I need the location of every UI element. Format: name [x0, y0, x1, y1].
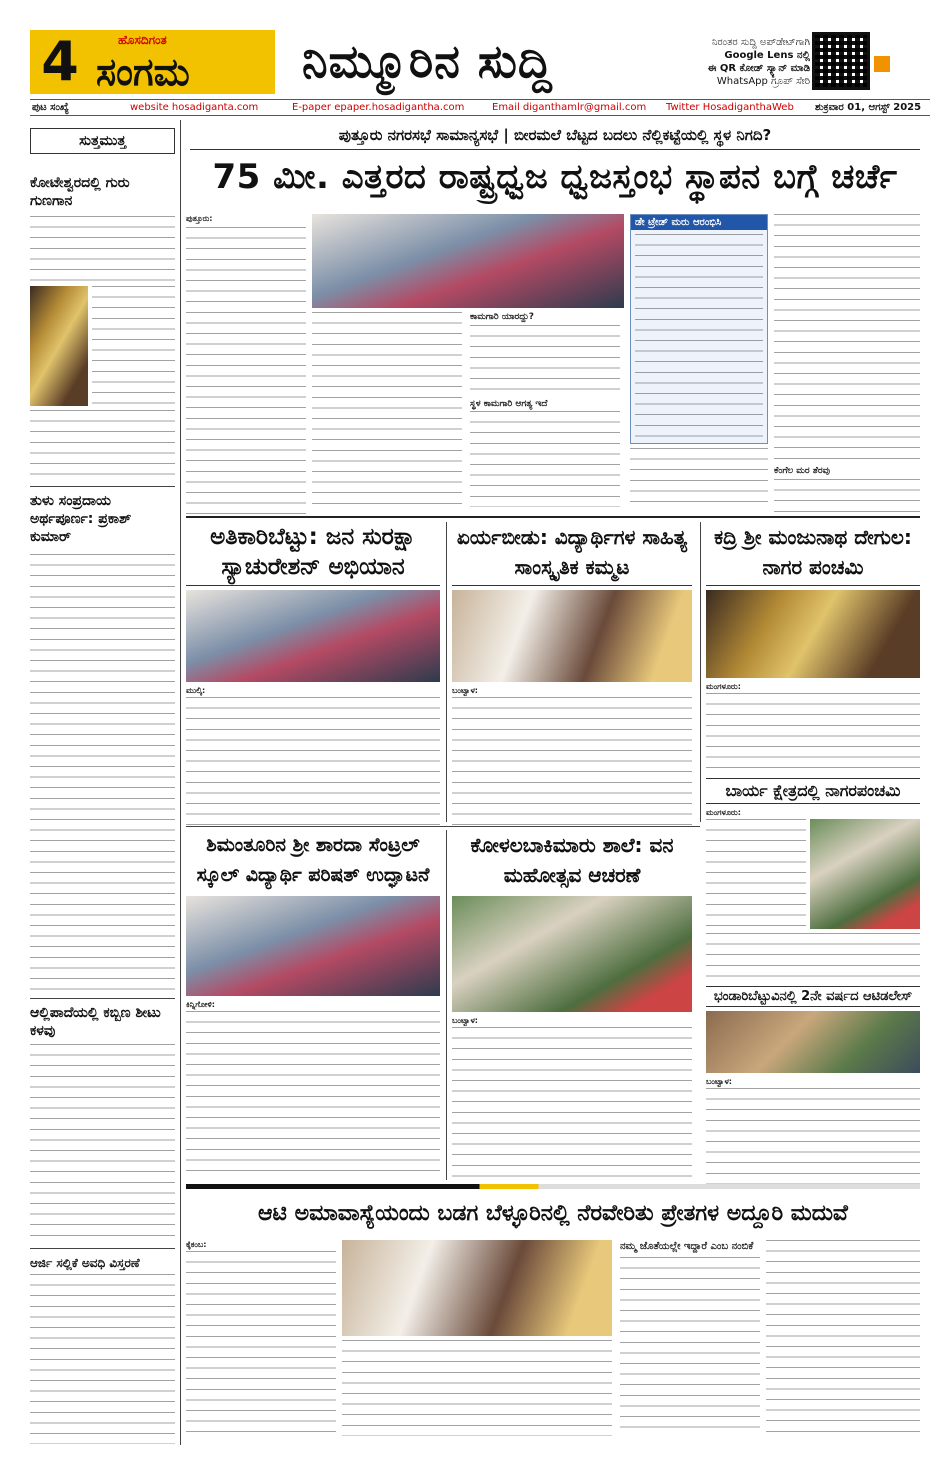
bottom-col1-text: [186, 1251, 336, 1441]
bottom-col2-text: [342, 1340, 612, 1436]
row3-story1-photo: [186, 896, 440, 996]
qr-code[interactable]: [812, 32, 870, 90]
lead-kicker-bar: [190, 122, 920, 150]
lead-photo: [312, 214, 624, 308]
lead-col3-text: [470, 325, 620, 395]
callout-heading: ಡೇ ಟ್ರೇಡ್ ಮರು ಆರಂಭಿಸಿ: [631, 215, 767, 230]
row3-story1: [186, 830, 440, 1177]
row3-story2: [452, 830, 692, 1177]
masthead: [0, 0, 945, 96]
lead-col5-text2: [774, 479, 920, 515]
lead-subhead3: ಕೆಂಗೆಲ ಮರ ತೆರವು: [774, 466, 830, 476]
lead-subhead1: ಕಾಮಗಾರಿ ಯಾರದ್ದು?: [470, 312, 535, 322]
column-rule: [180, 120, 181, 1445]
row2-story2-dateline: ಬಂಟ್ವಾಳ:: [452, 686, 478, 695]
page-number: 4: [41, 30, 79, 93]
qr-line: ನಿರಂತರ ಸುದ್ದಿ ಅಪ್‌ಡೇಟ್‌ಗಾಗಿ: [711, 37, 810, 48]
left-column: [30, 120, 175, 1445]
right-story1-photo: [810, 819, 920, 929]
row2-story2-title: ಏರ್ಯಬೀಡು: ವಿದ್ಯಾರ್ಥಿಗಳ ಸಾಹಿತ್ಯ ಸಾಂಸ್ಕೃತಿಕ ಕಮ್ಮಟ: [452, 522, 692, 586]
info-twitter[interactable]: Twitter HosadiganthaWeb: [666, 102, 794, 113]
right-story1: [706, 778, 920, 989]
right-story1-dateline: ಮಂಗಳೂರು:: [706, 808, 741, 817]
qr-line: Google Lens ನಲ್ಲಿ: [724, 50, 810, 61]
separator-strip: [186, 1184, 920, 1189]
lead-col5: [774, 214, 920, 515]
lead-col5-text: [774, 214, 920, 464]
row3-story2-dateline: ಬಂಟ್ವಾಳ:: [452, 1016, 478, 1025]
info-pages: ಪುಟ ಸಂಖ್ಯೆ: [32, 102, 69, 113]
bottom-col1: [186, 1240, 336, 1441]
left-story4-text: [30, 1274, 175, 1444]
info-email[interactable]: Email diganthamlr@gmail.com: [492, 102, 647, 113]
section-title: ನಿಮ್ಮೂರಿನ ಸುದ್ದಿ: [302, 34, 553, 88]
divider: [186, 826, 700, 827]
callout-text: [635, 234, 763, 444]
row2-story1-text: [186, 697, 440, 833]
left-story1-title: ಕೋಟೇಶ್ವರದಲ್ಲಿ ಗುರು ಗುಣಗಾನ: [30, 175, 130, 209]
left-story4-title: ಆರ್ಜಿ ಸಲ್ಲಿಕೆ ಅವಧಿ ವಿಸ್ತರಣೆ: [30, 1256, 140, 1270]
row2-story3-title: ಕದ್ರಿ ಶ್ರೀ ಮಂಜುನಾಥ ದೇಗುಲ: ನಾಗರ ಪಂಚಮಿ: [706, 522, 920, 586]
left-story3-text: [30, 1044, 175, 1244]
row2-story1-photo: [186, 590, 440, 682]
info-epaper[interactable]: E-paper epaper.hosadigantha.com: [292, 102, 465, 113]
lead-col4-text: [630, 448, 768, 506]
lead-headline: 75 ಮೀ. ಎತ್ತರದ ರಾಷ್ಟ್ರಧ್ವಜ ಧ್ವಜಸ್ತಂಭ ಸ್ಥಾಪನ ಬಗ್ಗೆ ಚರ್ಚೆ: [212, 157, 898, 197]
info-date: ಶುಕ್ರವಾರ 01, ಆಗಸ್ಟ್ 2025: [815, 102, 922, 113]
info-bar: [30, 99, 930, 116]
row2-story1-title: ಅತಿಕಾರಿಬೆಟ್ಟು: ಜನ ಸುರಕ್ಷಾ ಸ್ಯಾಚುರೇಶನ್ ಅಭಿಯಾನ: [186, 522, 440, 586]
row2-story3-text: [706, 693, 920, 779]
left-story1-text2: [92, 286, 175, 406]
row2-story3-photo: [706, 590, 920, 678]
row3-story1-title: ಶಿಮಂತೂರಿನ ಶ್ರೀ ಶಾರದಾ ಸೆಂಟ್ರಲ್ ಸ್ಕೂಲ್ ವಿದ್ಯಾರ್ಥಿ ಪರಿಷತ್ ಉದ್ಘಾಟನೆ: [196, 834, 430, 886]
row2-story2: [452, 522, 692, 833]
row2-story1-dateline: ಮುಲ್ಕಿ:: [186, 686, 206, 695]
right-story1-text: [706, 819, 806, 929]
bottom-side-box: [620, 1240, 760, 1433]
callout-box: [630, 214, 768, 444]
lead-col2-text: [312, 312, 462, 506]
left-story2-text: [30, 554, 175, 994]
right-story2-dateline: ಬಂಟ್ವಾಳ:: [706, 1077, 732, 1086]
bottom-dateline: ಕೈಕಂಬ:: [186, 1240, 207, 1249]
lead-col1-text: [186, 227, 306, 517]
right-story1-title: ಬಾರ್ಯ ಕ್ಷೇತ್ರದಲ್ಲಿ ನಾಗರಪಂಚಮಿ: [706, 778, 920, 804]
left-story1-photo: [30, 286, 88, 406]
row3-story2-title: ಕೋಳಲಬಾಕಿಮಾರು ಶಾಲೆ: ವನ ಮಹೋತ್ಸವ ಆಚರಣೆ: [470, 833, 674, 887]
row2-story2-photo: [452, 590, 692, 682]
info-website[interactable]: website hosadiganta.com: [130, 102, 259, 113]
divider: [186, 516, 920, 518]
row3-story2-photo: [452, 896, 692, 1012]
divider: [30, 486, 175, 487]
left-story3-title: ಆಲ್ಲಿಪಾದೆಯಲ್ಲಿ ಕಬ್ಬಿಣ ಶೀಟು ಕಳವು: [30, 1005, 161, 1039]
lead-kicker: ಪುತ್ತೂರು ನಗರಸಭೆ ಸಾಮಾನ್ಯಸಭೆ | ಬೀರಮಲೆ ಬೆಟ್ಟದ ಬದಲು ನೆಲ್ಲಿಕಟ್ಟೆಯಲ್ಲಿ ಸ್ಥಳ ನಿಗದಿ?: [338, 126, 772, 144]
right-story2: [706, 986, 920, 1192]
row2-story2-text: [452, 697, 692, 833]
divider: [30, 1248, 175, 1249]
column-rule: [446, 522, 447, 822]
right-story2-photo: [706, 1011, 920, 1073]
lead-col1: [186, 214, 306, 517]
column-rule: [446, 830, 447, 1180]
row2-story1: [186, 522, 440, 833]
bottom-side-title: ನಮ್ಮ ಜೊತೆಯಲ್ಲೇ ಇದ್ದಾರೆ ಎಂಬ ನಂಬಿಕೆ: [620, 1241, 754, 1252]
lead-subhead2: ಸ್ಥಳ ಕಾಮಗಾರಿ ಆಗತ್ಯ ಇದೆ: [470, 398, 548, 409]
bottom-side-text: [620, 1257, 760, 1433]
divider: [30, 998, 175, 999]
row3-story2-text: [452, 1027, 692, 1177]
right-story1-text2: [706, 933, 920, 989]
qr-line: WhatsApp ಗ್ರೂಪ್ ಸೇರಿ: [716, 76, 810, 87]
bottom-photo: [342, 1240, 612, 1336]
bottom-headline: ಆಟಿ ಅಮಾವಾಸ್ಯೆಯಂದು ಬಡಗ ಬೆಳ್ಳೂರಿನಲ್ಲಿ ನೆರವೇರಿತು ಪ್ರೇತಗಳ ಅದ್ದೂರಿ ಮದುವೆ: [258, 1201, 848, 1226]
column-name: ಸುತ್ತಮುತ್ತ: [30, 128, 175, 154]
right-story2-title: ಭಂಡಾರಿಬೆಟ್ಟುವಿನಲ್ಲಿ 2ನೇ ವರ್ಷದ ಆಟಿಡಲೇಸ್: [706, 986, 920, 1007]
lead-col3: [470, 312, 620, 507]
row2-story3: [706, 522, 920, 779]
row3-story1-text: [186, 1011, 440, 1177]
qr-instructions: [660, 36, 810, 88]
left-story2-title: ತುಳು ಸಂಪ್ರದಾಯ ಅರ್ಥಪೂರ್ಣ: ಪ್ರಕಾಶ್ ಕುಮಾರ್: [30, 493, 132, 545]
row2-story3-dateline: ಮಂಗಳೂರು:: [706, 682, 741, 691]
qr-line: ಈ QR ಕೋಡ್ ಸ್ಕ್ಯಾನ್ ಮಾಡಿ: [707, 63, 810, 74]
left-story1-text: [30, 216, 175, 282]
bottom-col4-text: [766, 1240, 920, 1436]
left-story1-text3: [30, 410, 175, 480]
brand-small: ಹೊಸದಿಗಂತ: [118, 33, 167, 47]
column-rule: [700, 522, 701, 822]
lead-col3-text2: [470, 411, 620, 507]
row3-story1-dateline: ಕಿನ್ನಿಗೋಳಿ:: [186, 1000, 215, 1009]
orange-marker: [874, 56, 890, 72]
brand-main: ಸಂಗಮ: [96, 50, 190, 94]
lead-dateline: ಪುತ್ತೂರು:: [186, 214, 213, 223]
right-story2-text: [706, 1088, 920, 1192]
